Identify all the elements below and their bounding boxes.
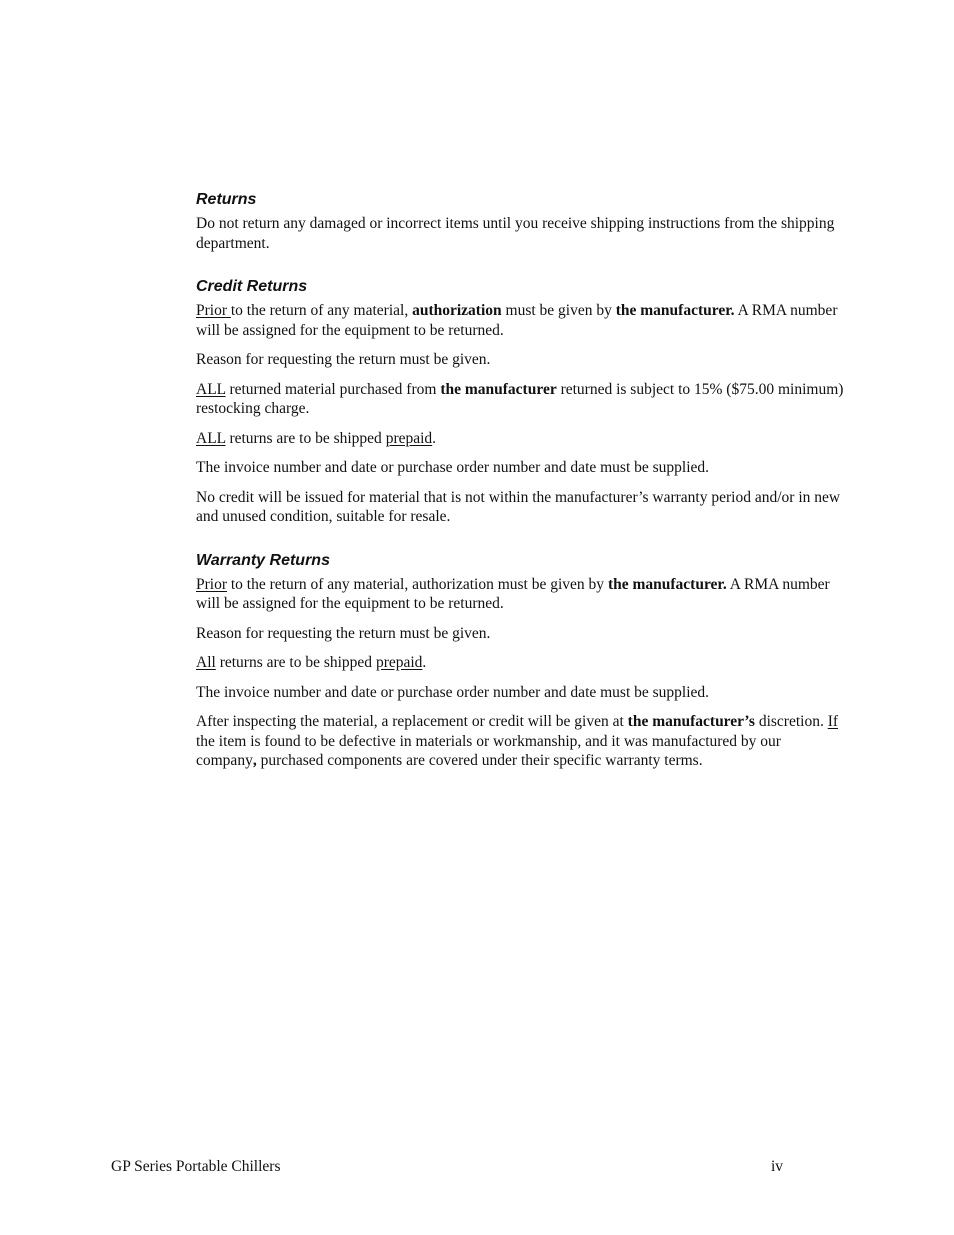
text-span: returns are to be shipped <box>225 429 386 447</box>
underlined-text: prepaid <box>375 654 423 671</box>
returns-paragraph: Do not return any damaged or incorrect items until you receive shipping instructions from the shipping department. <box>196 215 835 252</box>
warranty-reason-paragraph: Reason for requesting the return must be given. <box>196 624 491 642</box>
returns-heading: Returns <box>196 191 257 208</box>
returns-section <box>196 190 844 253</box>
text-span: purchased components are covered under their specific warranty terms. <box>256 752 703 769</box>
underlined-text: If <box>827 713 839 730</box>
warranty-inspection-paragraph <box>196 712 844 771</box>
bold-text: the manufacturer. <box>607 575 727 593</box>
credit-returns-section <box>196 277 844 527</box>
underlined-text: ALL <box>196 380 226 398</box>
bold-text: the manufacturer’s <box>627 713 755 730</box>
bold-text: the manufacturer. <box>615 302 735 319</box>
page-content <box>196 190 844 795</box>
text-span: to the return of any material, <box>230 302 413 319</box>
text-span: . <box>422 654 427 671</box>
text-span: returns are to be shipped <box>215 654 376 671</box>
warranty-returns-heading: Warranty Returns <box>196 551 330 569</box>
text-span: After inspecting the material, a replacement or credit will be given at <box>196 713 628 730</box>
warranty-returns-section <box>196 551 844 771</box>
text-span: A RMA number will be assigned for the equipment to be returned. <box>196 302 838 339</box>
text-span: the item is found to be defective in materials or workmanship, and it was manufactured by our company <box>196 732 781 769</box>
underlined-text: ALL <box>196 429 226 447</box>
bold-text: the manufacturer <box>440 380 557 398</box>
text-span: A RMA number will be assigned for the equipment to be returned. <box>196 575 830 612</box>
credit-restocking-paragraph <box>196 380 844 419</box>
bold-text: authorization <box>412 302 502 319</box>
footer-page-number: iv <box>771 1158 784 1175</box>
text-span: must be given by <box>501 302 616 319</box>
credit-authorization-paragraph <box>196 301 844 340</box>
credit-returns-heading: Credit Returns <box>196 278 308 295</box>
credit-prepaid-paragraph <box>196 429 844 449</box>
credit-invoice-paragraph: The invoice number and date or purchase order number and date must be supplied. <box>196 459 710 476</box>
bold-text: , <box>252 752 257 769</box>
text-span: . <box>432 429 437 447</box>
footer-document-title: GP Series Portable Chillers <box>111 1158 281 1175</box>
credit-warranty-period-paragraph: No credit will be issued for material that is not within the manufacturer’s warranty period and/or in new and unused condition, suitable for resale. <box>196 488 841 525</box>
underlined-text: All <box>196 654 216 671</box>
underlined-text: Prior <box>196 302 231 319</box>
warranty-authorization-paragraph <box>196 575 844 614</box>
text-span: returned material purchased from <box>225 380 441 398</box>
credit-reason-paragraph: Reason for requesting the return must be given. <box>196 351 491 368</box>
text-span: discretion. <box>754 713 828 730</box>
text-span: to the return of any material, authorization must be given by <box>227 575 608 593</box>
underlined-text: prepaid <box>385 429 433 447</box>
warranty-prepaid-paragraph <box>196 653 844 673</box>
warranty-invoice-paragraph: The invoice number and date or purchase order number and date must be supplied. <box>196 683 710 701</box>
underlined-text: Prior <box>196 575 227 593</box>
text-span: returned is subject to 15% ($75.00 minimum) restocking charge. <box>196 380 844 417</box>
